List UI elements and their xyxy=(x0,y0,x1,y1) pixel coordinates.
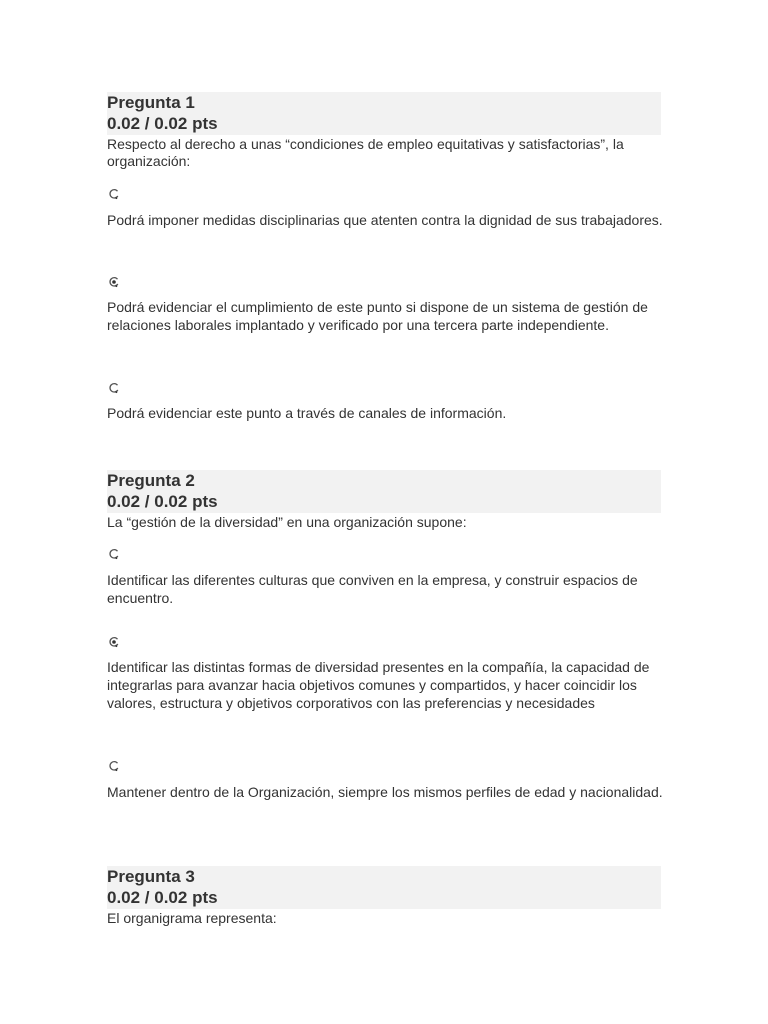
question-3-title: Pregunta 3 xyxy=(107,867,195,886)
question-2-points: 0.02 / 0.02 pts xyxy=(107,492,218,511)
question-2-text: La “gestión de la diversidad” en una organización supone: xyxy=(107,514,467,530)
question-2-option-2-radio[interactable] xyxy=(108,636,120,648)
question-1-option-1-radio[interactable] xyxy=(108,188,120,200)
question-2-option-2-label: Identificar las distintas formas de diversidad presentes en la compañía, la capacidad de integrarlas para avanzar hacia objetivos comunes y compartidos, y hacer coincidir los valores, estructura y objetivos corporativos con las preferencias y necesidades xyxy=(107,659,650,711)
question-3-header xyxy=(107,866,661,909)
question-2-option-1-radio[interactable] xyxy=(108,548,120,560)
question-1-text: Respecto al derecho a unas “condiciones de empleo equitativas y satisfactorias”, la organización: xyxy=(107,136,624,169)
question-2-header xyxy=(107,470,661,513)
question-1-option-2-label: Podrá evidenciar el cumplimiento de este punto si dispone de un sistema de gestión de relaciones laborales implantado y verificado por una tercera parte independiente. xyxy=(107,299,648,333)
question-3-points: 0.02 / 0.02 pts xyxy=(107,888,218,907)
question-3-text: El organigrama representa: xyxy=(107,910,277,926)
question-2-title: Pregunta 2 xyxy=(107,471,195,490)
question-1-option-1-label: Podrá imponer medidas disciplinarias que atenten contra la dignidad de sus trabajadores. xyxy=(107,212,663,228)
question-2-option-3-label: Mantener dentro de la Organización, siempre los mismos perfiles de edad y nacionalidad. xyxy=(107,784,663,800)
question-2-option-3-radio[interactable] xyxy=(108,760,120,772)
question-1-points: 0.02 / 0.02 pts xyxy=(107,114,218,133)
question-1-title: Pregunta 1 xyxy=(107,93,195,112)
question-2-option-1-label: Identificar las diferentes culturas que conviven en la empresa, y construir espacios de encuentro. xyxy=(107,572,638,606)
question-1-option-3-label: Podrá evidenciar este punto a través de canales de información. xyxy=(107,405,507,421)
question-1-option-2-radio[interactable] xyxy=(108,276,120,288)
question-1-header xyxy=(107,92,661,135)
question-1-option-3-radio[interactable] xyxy=(108,382,120,394)
